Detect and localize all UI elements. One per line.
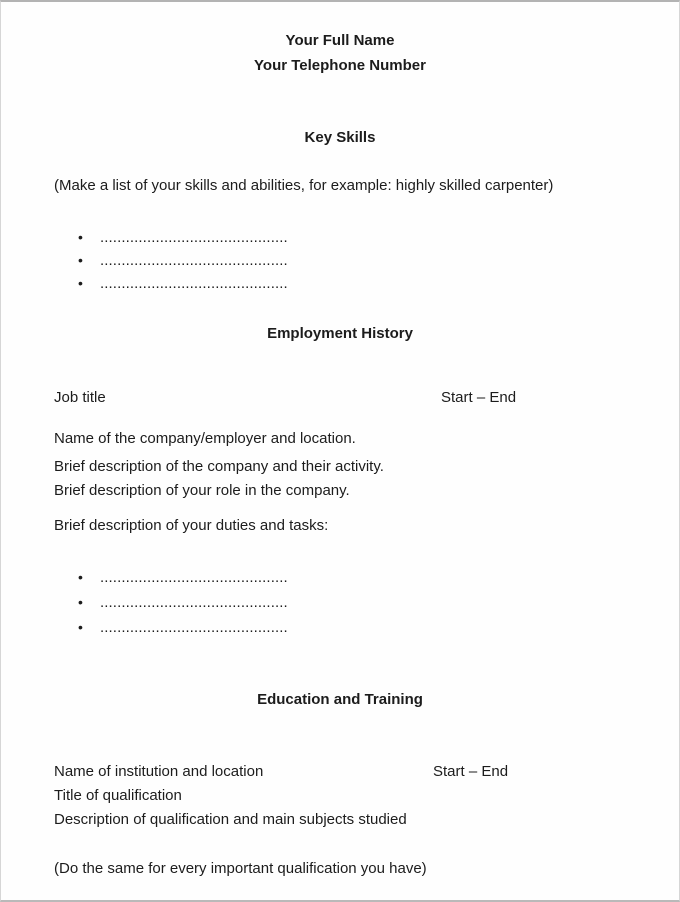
- bullet-placeholder-line: ............................................: [100, 275, 288, 292]
- institution-label: Name of institution and location: [54, 763, 264, 780]
- key-skills-hint: (Make a list of your skills and abilities, for example: highly skilled carpenter): [54, 177, 554, 194]
- duties-label: Brief description of your duties and tasks:: [54, 517, 329, 534]
- list-item: [54, 568, 626, 587]
- education-note: (Do the same for every important qualification you have): [54, 860, 427, 877]
- employment-date-range: Start – End: [441, 389, 517, 406]
- bullet-placeholder-line: ............................................: [100, 619, 288, 636]
- bullet-icon: •: [78, 594, 83, 610]
- key-skills-title: Key Skills: [304, 129, 376, 146]
- telephone-heading: Your Telephone Number: [254, 57, 426, 74]
- page-content: [1, 31, 679, 878]
- bullet-placeholder-line: ............................................: [100, 569, 288, 586]
- bullet-icon: •: [78, 252, 83, 268]
- list-item: [54, 618, 626, 637]
- bullet-placeholder-line: ............................................: [100, 252, 288, 269]
- list-item: [54, 593, 626, 612]
- bullet-icon: •: [78, 275, 83, 291]
- list-item: [54, 251, 626, 270]
- full-name-heading: Your Full Name: [285, 32, 395, 49]
- company-line: Name of the company/employer and location.: [54, 430, 356, 447]
- list-item: [54, 228, 626, 247]
- education-date-range: Start – End: [433, 763, 509, 780]
- key-skills-bullet-list: [54, 228, 626, 293]
- company-activity-line: Brief description of the company and their activity.: [54, 458, 384, 475]
- employment-history-title: Employment History: [267, 325, 413, 342]
- institution-row: [54, 762, 626, 781]
- job-title-label: Job title: [54, 389, 106, 406]
- bullet-icon: •: [78, 229, 83, 245]
- bullet-placeholder-line: ............................................: [100, 229, 288, 246]
- bullet-icon: •: [78, 619, 83, 635]
- list-item: [54, 274, 626, 293]
- bullet-icon: •: [78, 569, 83, 585]
- bullet-placeholder-line: ............................................: [100, 594, 288, 611]
- job-title-row: [54, 388, 626, 407]
- duties-bullet-list: [54, 568, 626, 637]
- qualification-description-line: Description of qualification and main subjects studied: [54, 811, 407, 828]
- qualification-line: Title of qualification: [54, 787, 182, 804]
- education-training-title: Education and Training: [257, 691, 423, 708]
- role-line: Brief description of your role in the company.: [54, 482, 350, 499]
